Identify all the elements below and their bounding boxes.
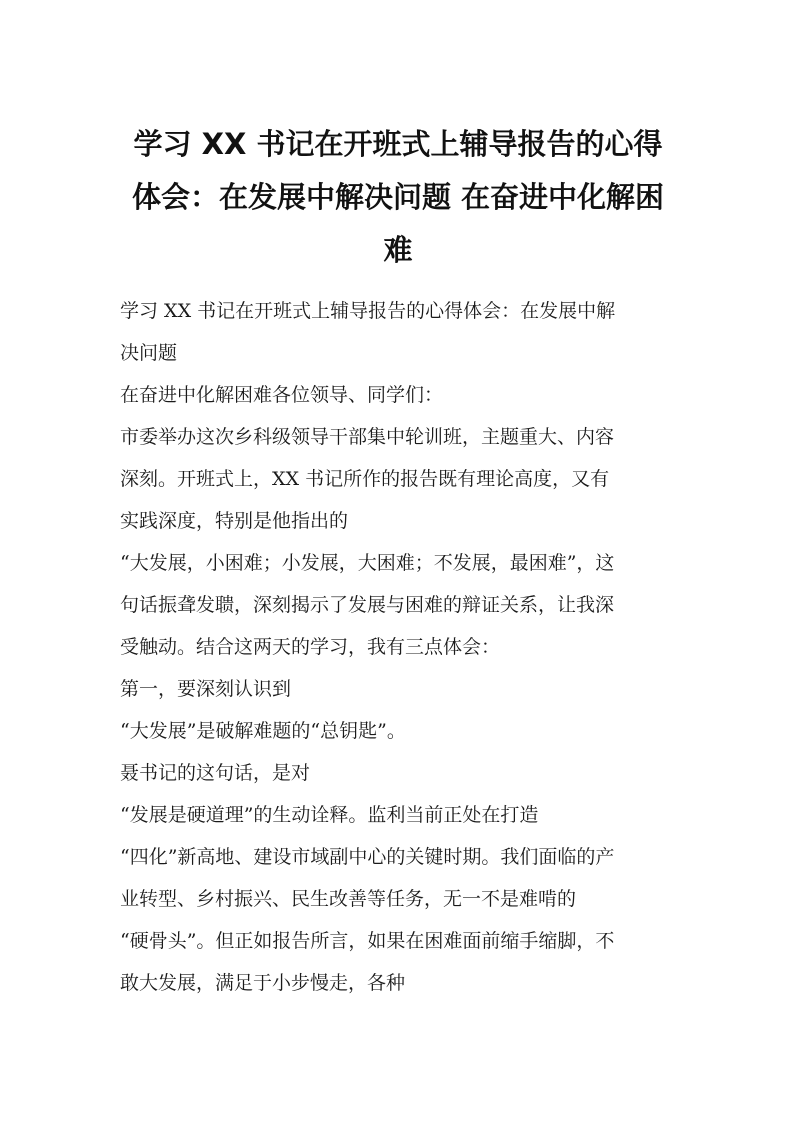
title-line: 体会：在发展中解决问题 在奋进中化解困 [131, 180, 665, 214]
body-line: 敢大发展，满足于小步慢走，各种 [120, 972, 406, 994]
body-line: 聂书记的这句话，是对 [120, 762, 311, 784]
body-line: 学习 XX 书记在开班式上辅导报告的心得体会：在发展中解 [120, 300, 616, 322]
body-line: 实践深度，特别是他指出的 [120, 510, 349, 532]
title-line: 学习 XX 书记在开班式上辅导报告的心得 [133, 127, 663, 161]
title-line: 难 [383, 233, 413, 267]
body-line: 第一，要深刻认识到 [120, 678, 292, 700]
document-body [120, 290, 680, 1004]
body-line: 决问题 [120, 342, 178, 364]
body-line: 在奋进中化解困难各位领导、同学们： [120, 384, 444, 406]
body-line: 受触动。结合这两天的学习，我有三点体会： [120, 636, 501, 658]
document-title [120, 118, 676, 277]
body-line: 句话振聋发聩，深刻揭示了发展与困难的辩证关系，让我深 [120, 594, 615, 616]
body-line: “大发展”是破解难题的“总钥匙”。 [120, 720, 406, 742]
body-line: 业转型、乡村振兴、民生改善等任务，无一不是难啃的 [120, 888, 577, 910]
body-line: “四化”新高地、建设市域副中心的关键时期。我们面临的产 [120, 846, 615, 868]
body-line: “大发展，小困难；小发展，大困难；不发展，最困难”，这 [120, 552, 615, 574]
body-line: “发展是硬道理”的生动诠释。监利当前正处在打造 [120, 804, 539, 826]
body-line: “硬骨头”。但正如报告所言，如果在困难面前缩手缩脚，不 [120, 930, 615, 952]
body-line: 深刻。开班式上，XX 书记所作的报告既有理论高度，又有 [120, 468, 610, 490]
body-line: 市委举办这次乡科级领导干部集中轮训班，主题重大、内容 [120, 426, 615, 448]
